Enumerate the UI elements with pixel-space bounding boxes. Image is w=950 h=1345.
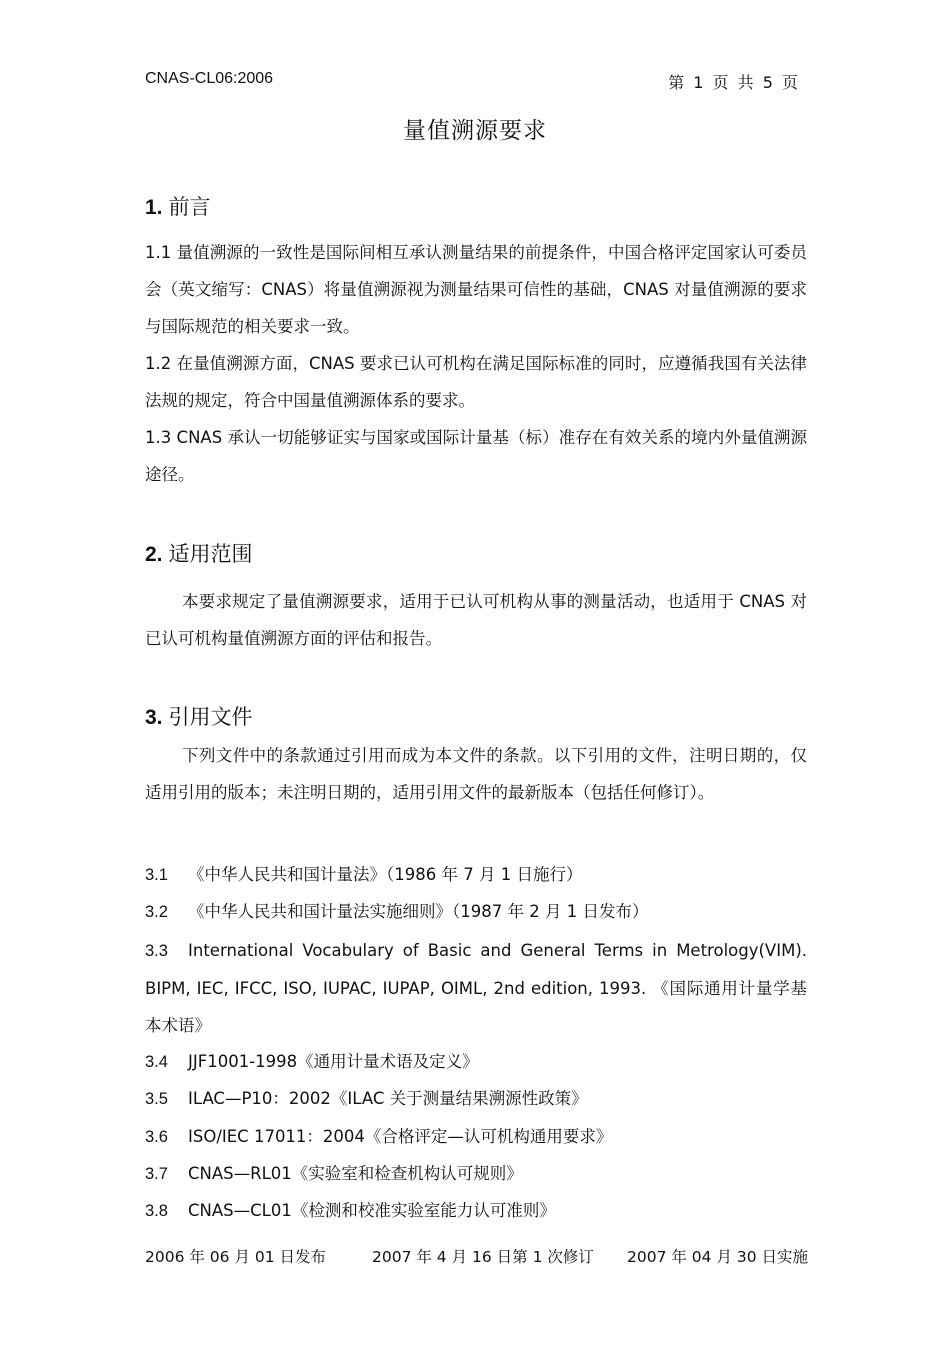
reference-number: 3.2	[145, 903, 168, 921]
paragraph-2-1: 本要求规定了量值溯源要求，适用于已认可机构从事的测量活动，也适用于 CNAS 对已认可机构量值溯源方面的评估和报告。	[145, 592, 807, 648]
paragraph-1-1: 1.1 量值溯源的一致性是国际间相互承认测量结果的前提条件，中国合格评定国家认可委员会（英文缩写：CNAS）将量值溯源视为测量结果可信性的基础，CNAS 对量值溯源的要求与国际规范的相关要求一致。	[145, 243, 807, 336]
reference-text: ISO/IEC 17011：2004《合格评定—认可机构通用要求》	[188, 1127, 613, 1146]
section-title: 前言	[168, 195, 211, 219]
reference-text: JJF1001-1998《通用计量术语及定义》	[188, 1052, 479, 1071]
reference-number: 3.4	[145, 1053, 168, 1071]
footer-effective-date: 2007 年 04 月 30 日实施	[627, 1248, 809, 1266]
reference-text: International Vocabulary of Basic and General Terms in Metrology(VIM). BIPM, IEC, IFCC, ISO, IUPAC, IUPAP, OIML, 2nd edition, 1993. 《国际通用计量学基本术语》	[145, 941, 807, 1035]
reference-text: CNAS—RL01《实验室和检查机构认可规则》	[188, 1164, 523, 1183]
section-number: 3.	[145, 706, 163, 729]
reference-item	[145, 893, 807, 931]
footer-revision-date: 2007 年 4 月 16 日第 1 次修订	[372, 1248, 594, 1266]
reference-text: CNAS—CL01《检测和校准实验室能力认可准则》	[188, 1201, 556, 1220]
section-title: 适用范围	[168, 542, 253, 566]
section-number: 1.	[145, 196, 163, 219]
footer-published-date: 2006 年 06 月 01 日发布	[145, 1248, 327, 1266]
document-title: 量值溯源要求	[403, 118, 547, 144]
reference-text: ILAC—P10：2002《ILAC 关于测量结果溯源性政策》	[188, 1089, 588, 1108]
reference-item	[145, 1192, 807, 1230]
reference-item	[145, 1155, 807, 1193]
reference-text: 《中华人民共和国计量法实施细则》（1987 年 2 月 1 日发布）	[188, 902, 649, 921]
section-title: 引用文件	[168, 705, 253, 729]
reference-number: 3.7	[145, 1165, 168, 1183]
section-heading-3	[145, 701, 253, 731]
reference-item	[145, 932, 807, 1044]
reference-text: 《中华人民共和国计量法》（1986 年 7 月 1 日施行）	[188, 865, 583, 884]
reference-item	[145, 1043, 807, 1081]
paragraph-1-3: 1.3 CNAS 承认一切能够证实与国家或国际计量基（标）准存在有效关系的境内外量值溯源途径。	[145, 428, 807, 484]
page-info: 第 1 页 共 5 页	[668, 73, 800, 92]
reference-number: 3.6	[145, 1128, 168, 1146]
paragraph-3-intro: 下列文件中的条款通过引用而成为本文件的条款。以下引用的文件，注明日期的，仅适用引用的版本；未注明日期的，适用引用文件的最新版本（包括任何修订）。	[145, 746, 807, 802]
reference-number: 3.1	[145, 866, 168, 884]
reference-item	[145, 1080, 807, 1118]
reference-number: 3.3	[145, 942, 168, 960]
reference-item	[145, 1118, 807, 1156]
reference-number: 3.8	[145, 1202, 168, 1220]
reference-number: 3.5	[145, 1090, 168, 1108]
reference-item	[145, 856, 807, 894]
section-heading-1	[145, 191, 211, 221]
paragraph-1-2: 1.2 在量值溯源方面，CNAS 要求已认可机构在满足国际标准的同时，应遵循我国有关法律法规的规定，符合中国量值溯源体系的要求。	[145, 354, 807, 410]
document-code: CNAS-CL06:2006	[145, 70, 274, 87]
section-heading-2	[145, 538, 253, 568]
section-number: 2.	[145, 543, 163, 566]
